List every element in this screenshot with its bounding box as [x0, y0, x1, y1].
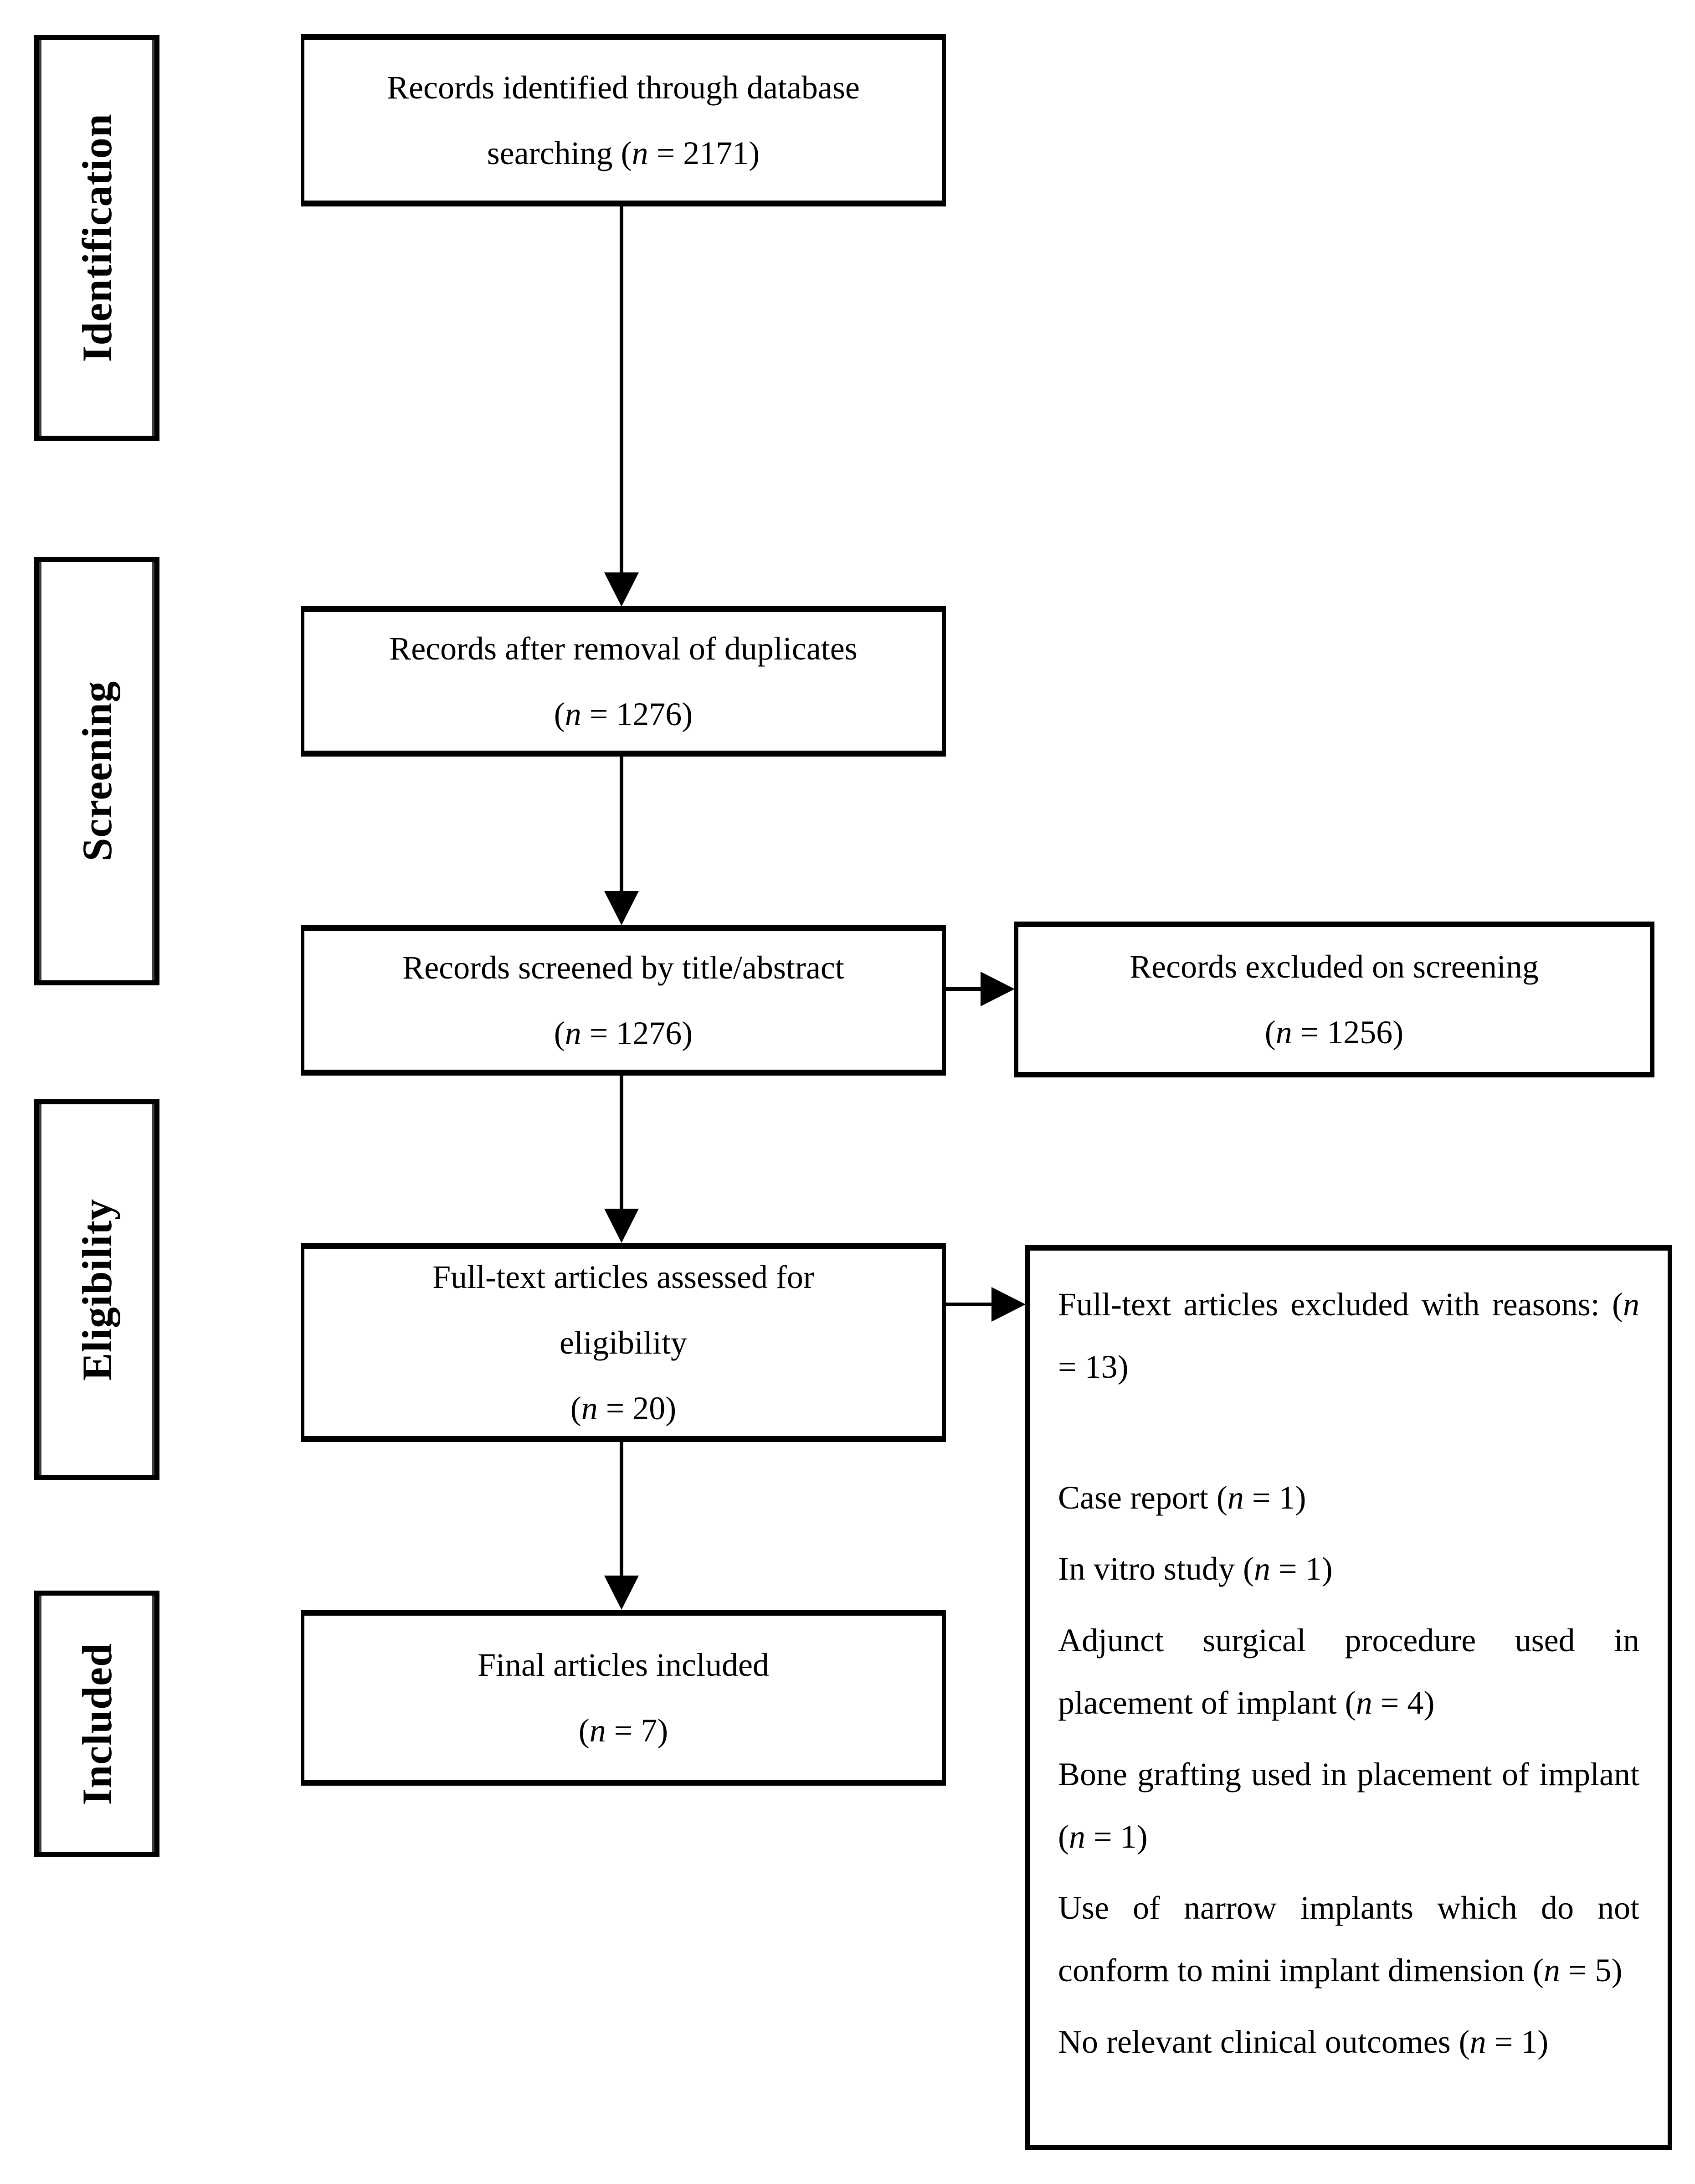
- down-arrowhead-icon-1: [604, 572, 639, 607]
- right-arrowhead-icon-2: [991, 1287, 1026, 1322]
- reason-item: Use of narrow implants which do not conform to mini implant dimension (n = 5): [1058, 1890, 1639, 1989]
- stage-box-included: [34, 1591, 159, 1857]
- flow-box-final-included-text: Final articles included (n = 7): [478, 1647, 769, 1749]
- right-arrow-line-2: [946, 1303, 992, 1306]
- fulltext-excluded-content: [1030, 1251, 1668, 2073]
- flow-box-duplicates-removed-text: Records after removal of duplicates (n = 1276): [389, 630, 858, 732]
- flow-box-fulltext-assessed-text: Full-text articles assessed for eligibility (n = 20): [432, 1258, 814, 1427]
- side-box-excluded-screening-text: Records excluded on screening (n = 1256): [1130, 948, 1539, 1051]
- flow-box-records-identified-text: Records identified through database searching (n = 2171): [387, 69, 860, 171]
- reason-item: In vitro study (n = 1): [1058, 1550, 1333, 1587]
- stage-label-screening: Screening: [73, 681, 120, 861]
- down-arrow-line-2: [620, 757, 623, 892]
- down-arrowhead-icon-2: [604, 891, 639, 925]
- fulltext-excluded-header: Full-text articles excluded with reasons: (n = 13): [1058, 1286, 1639, 1385]
- down-arrow-line-3: [620, 1076, 623, 1210]
- flow-box-records-screened-text: Records screened by title/abstract (n = 1276): [402, 949, 844, 1051]
- reason-item: No relevant clinical outcomes (n = 1): [1058, 2023, 1549, 2060]
- flow-box-fulltext-assessed: [301, 1243, 946, 1442]
- stage-box-screening: [34, 557, 159, 985]
- right-arrow-line-1: [946, 987, 982, 991]
- flow-box-final-included: [301, 1610, 946, 1786]
- reason-item: Bone grafting used in placement of implant (n = 1): [1058, 1756, 1639, 1855]
- down-arrow-line-1: [620, 206, 623, 574]
- reason-item: Adjunct surgical procedure used in placement of implant (n = 4): [1058, 1622, 1639, 1721]
- stage-box-identification: [34, 35, 159, 441]
- stage-label-included: Included: [73, 1643, 120, 1805]
- down-arrowhead-icon-4: [604, 1576, 639, 1610]
- side-box-excluded-screening: [1014, 922, 1654, 1077]
- flow-box-records-identified: [301, 34, 946, 206]
- stage-label-eligibility: Eligibility: [73, 1198, 120, 1381]
- down-arrowhead-icon-3: [604, 1209, 639, 1243]
- stage-label-identification: Identification: [73, 113, 120, 362]
- flow-box-records-screened: [301, 925, 946, 1076]
- exclusion-reasons-list: [1058, 1467, 1639, 2073]
- down-arrow-line-4: [620, 1442, 623, 1576]
- right-arrowhead-icon-1: [981, 972, 1015, 1006]
- stage-box-eligibility: [34, 1099, 159, 1480]
- reason-item: Case report (n = 1): [1058, 1479, 1306, 1516]
- side-box-fulltext-excluded: [1025, 1245, 1672, 2150]
- flow-box-duplicates-removed: [301, 606, 946, 757]
